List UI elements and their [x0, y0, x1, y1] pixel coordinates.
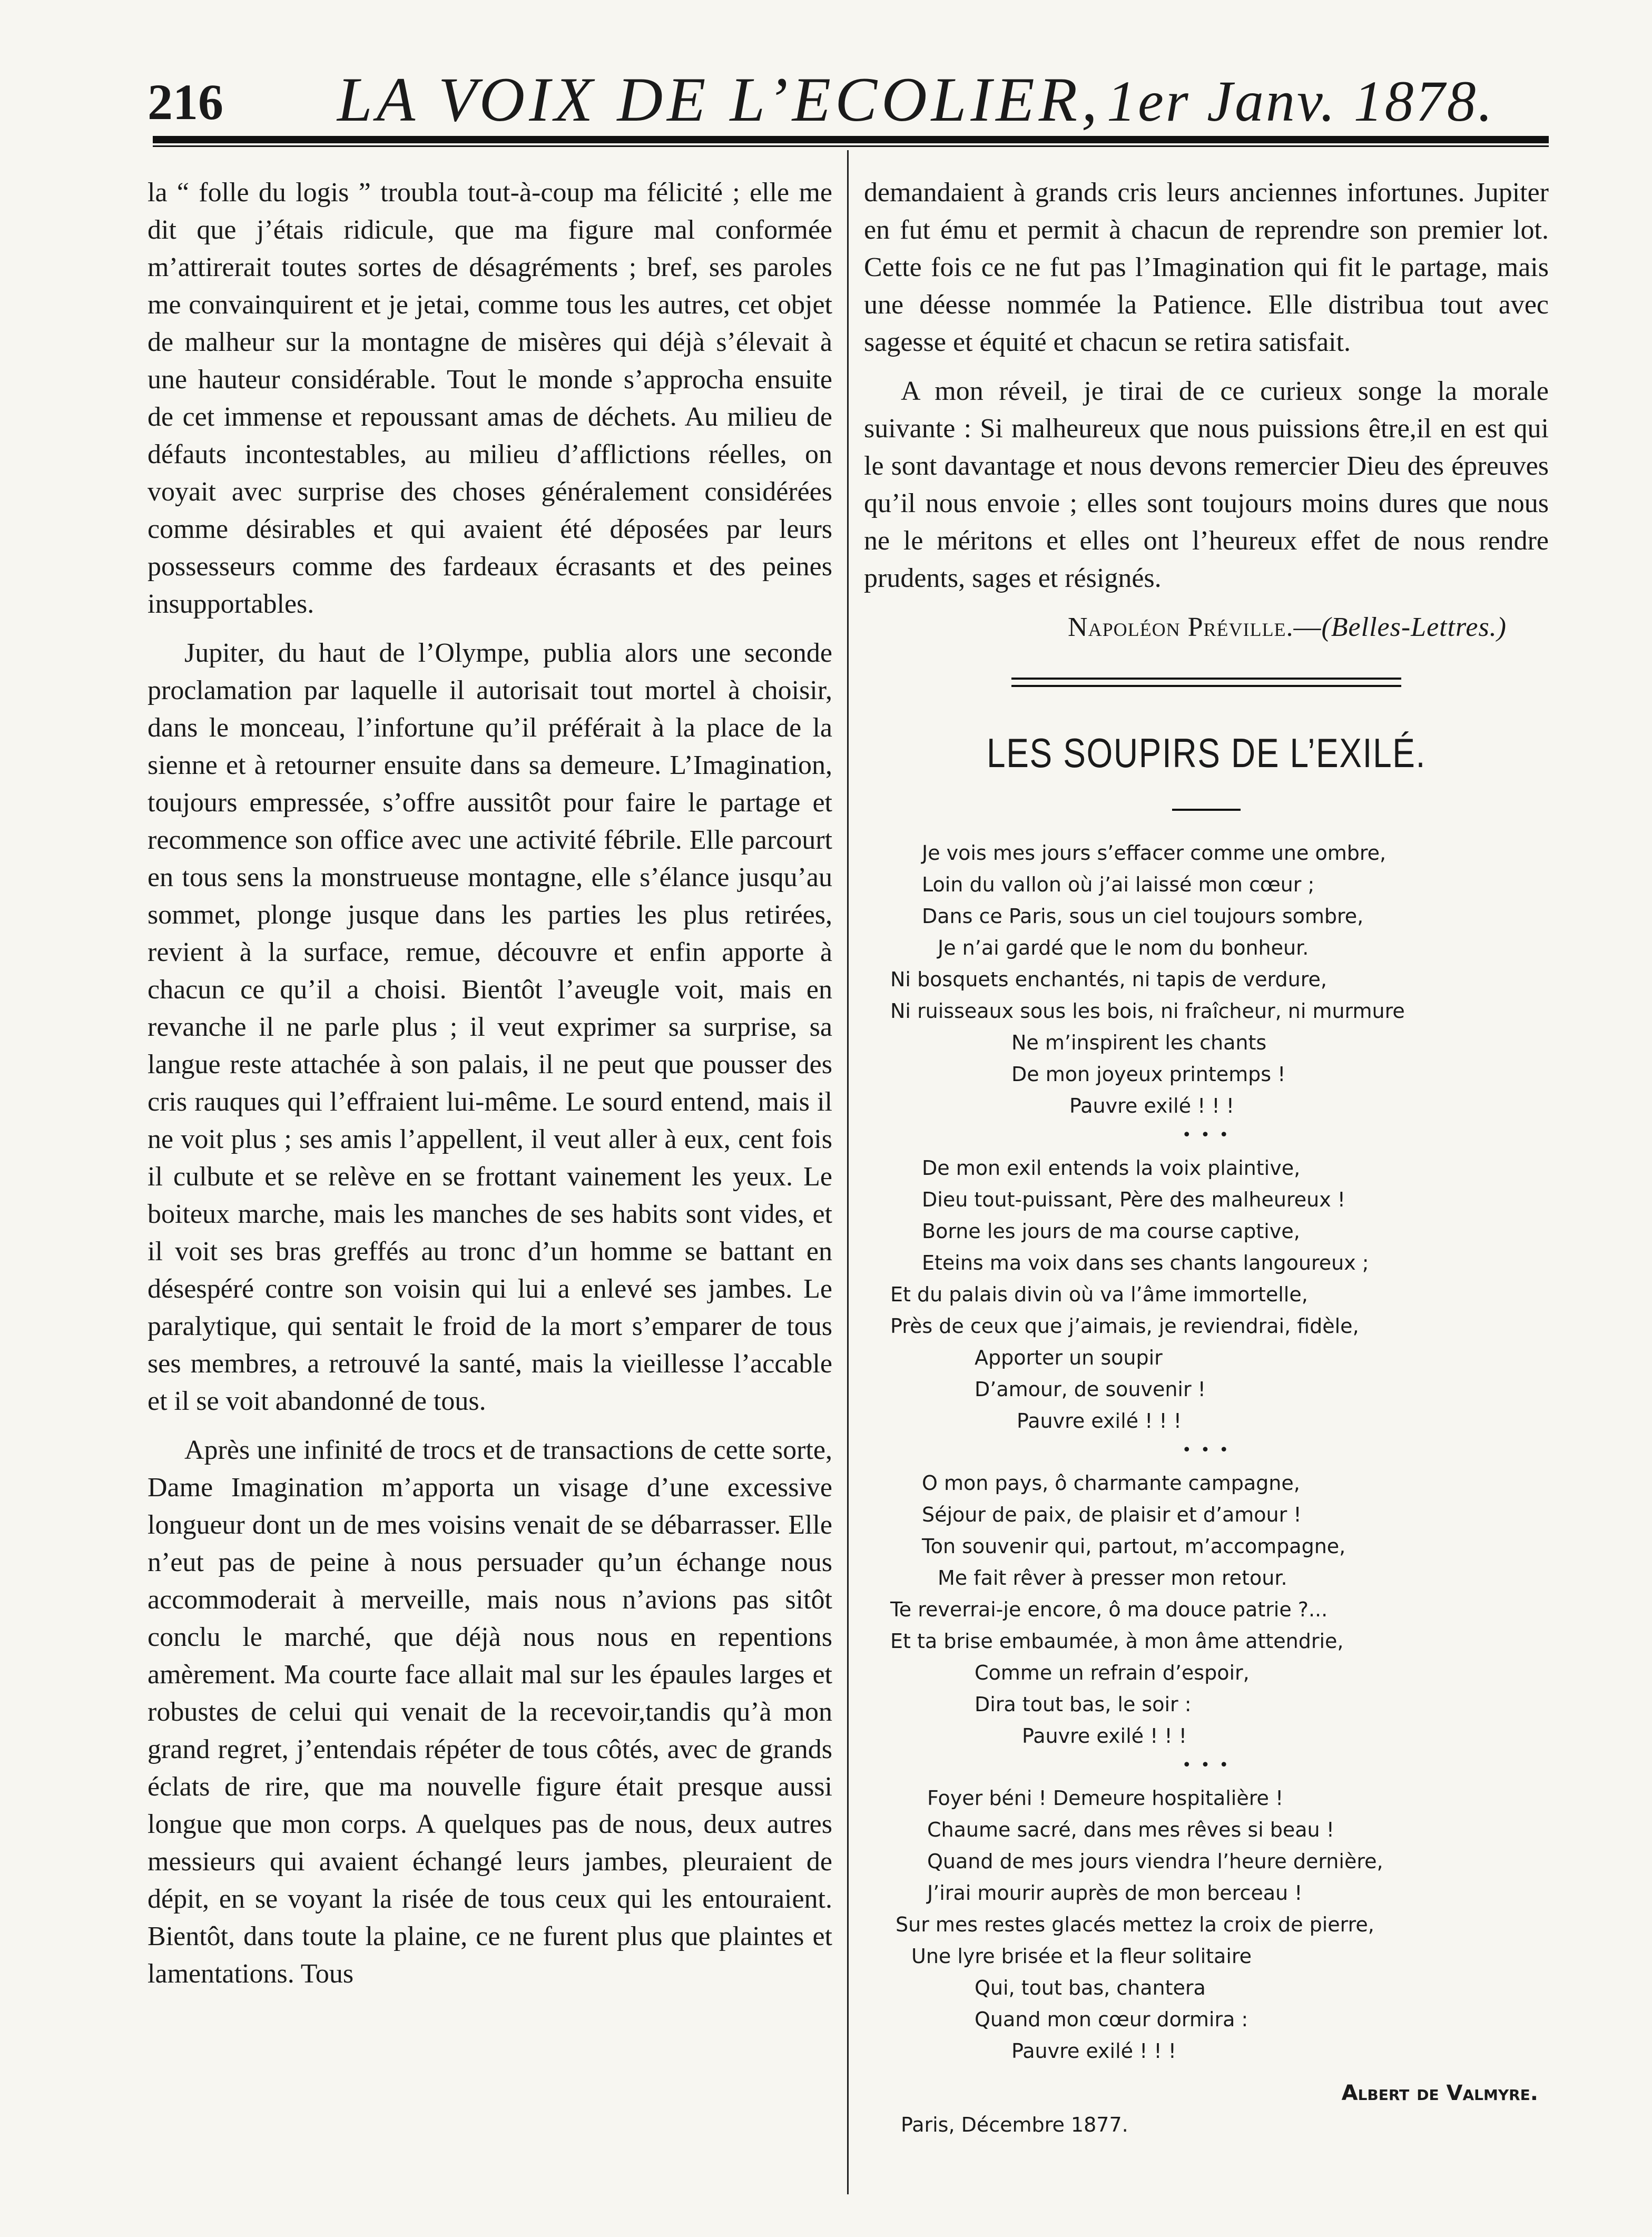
verse-line: Je n’ai gardé que le nom du bonheur. [938, 936, 1309, 959]
poem-signature: Albert de Valmyre. [1341, 2081, 1538, 2105]
page-number: 216 [148, 74, 223, 130]
paragraph: A mon réveil, je tirai de ce curieux songe la morale suivante : Si malheureux que nous puissions être,il en est qui le sont davantage et nous devons remercier Dieu des épreuves qu’il nous envoie ; elles sont toujours moins dures que nous ne le méritons et elles ont l’heureux effet de nous rendre prudents, sages et résignés. [864, 376, 1549, 593]
stanza-ornament: • • • [1182, 1126, 1231, 1144]
verse-line: Dans ce Paris, sous un ciel toujours sombre, [922, 905, 1364, 928]
verse-line: Ni bosquets enchantés, ni tapis de verdure, [890, 968, 1327, 991]
stanza [864, 1782, 1549, 2067]
stanza-ornament: • • • [1182, 1756, 1231, 1774]
verse-line: Près de ceux que j’aimais, je reviendrai, fidèle, [890, 1314, 1359, 1338]
stanza [864, 1467, 1549, 1752]
verse-line: Foyer béni ! Demeure hospitalière ! [927, 1787, 1284, 1810]
left-column [148, 174, 832, 2004]
column-divider [847, 150, 849, 2194]
verse-line: Apporter un soupir [975, 1346, 1163, 1369]
poem-title: LES SOUPIRS DE L’EXILÉ. [986, 730, 1426, 776]
verse-line: Loin du vallon où j’ai laissé mon cœur ; [922, 873, 1315, 896]
verse-line: Séjour de paix, de plaisir et d’amour ! [922, 1503, 1302, 1526]
verse-line: Comme un refrain d’espoir, [975, 1661, 1250, 1684]
section-separator [1011, 678, 1401, 687]
verse-line: Quand de mes jours viendra l’heure dernière, [927, 1850, 1383, 1873]
page-header [148, 63, 1549, 142]
section-label: (Belles-Lettres.) [1321, 612, 1507, 642]
title-rule [1172, 809, 1241, 811]
paragraph: la “ folle du logis ” troubla tout-à-coup ma félicité ; elle me dit que j’étais ridicule, que ma figure mal conformée m’attirerait toutes sortes de désagréments ; bref, ses paroles me convainquirent et je jetai, comme tous les autres, cet objet de malheur sur la montagne de misères qui déjà s’élevait à une hauteur considérable. Tout le monde s’approcha ensuite de cet immense et repoussant amas de déchets. Au milieu de défauts incontestables, au milieu d’afflictions réelles, on voyait avec surprise des choses généralement considérées comme désirables et qui avaient été déposées par leurs possesseurs comme des fardeaux écrasants et des peines insupportables. [148, 178, 832, 619]
verse-line: Je vois mes jours s’effacer comme une ombre, [922, 841, 1386, 865]
stanza-ornament: • • • [1182, 1441, 1231, 1459]
verse-line: Dieu tout-puissant, Père des malheureux ! [922, 1188, 1346, 1211]
verse-line: Te reverrai-je encore, ô ma douce patrie ?... [890, 1598, 1328, 1621]
verse-line: Ni ruisseaux sous les bois, ni fraîcheur, ni murmure [890, 999, 1405, 1023]
stanza [864, 1152, 1549, 1437]
verse-line: Et du palais divin où va l’âme immortelle, [890, 1283, 1308, 1306]
masthead [337, 63, 1494, 136]
verse-line: Pauvre exilé ! ! ! [1017, 1409, 1182, 1433]
verse-line: Et ta brise embaumée, à mon âme attendrie, [890, 1630, 1344, 1653]
verse-line: Pauvre exilé ! ! ! [1022, 1724, 1187, 1748]
verse-line: Pauvre exilé ! ! ! [1069, 1094, 1234, 1117]
verse-line: Sur mes restes glacés mettez la croix de pierre, [896, 1913, 1374, 1936]
paragraph: Jupiter, du haut de l’Olympe, publia alors une seconde proclamation par laquelle il autorisait tout mortel à choisir, dans le monceau, l’infortune qu’il préférait à la place de la sienne et à retourner ensuite dans sa demeure. L’Imagination, toujours empressée, s’offre aussitôt pour faire le partage et recommence son office avec une activité fébrile. Elle parcourt en tous sens la monstrueuse montagne, elle s’élance jusqu’au sommet, plonge jusque dans les parties les plus retirées, revient à la surface, remue, découvre et enfin apporte à chacun ce qu’il a choisi. Bientôt l’aveugle voit, mais en revanche il ne parle plus ; il veut exprimer sa surprise, sa langue reste attachée à son palais, il ne peut que pousser des cris rauques qui l’effraient lui-même. Le sourd entend, mais il ne voit plus ; ses amis l’appellent, il veut aller à eux, cent fois il culbute et se relève en se frottant vainement les yeux. Le boiteux marche, mais les manches de ses habits sont vides, et il voit ses bras greffés au tronc d’un homme se battant en désespéré contre son voisin qui lui a enlevé ses jambes. Le paralytique, qui sentait le froid de la mort s’emparer de tous ses membres, a retrouvé la santé, mais la vieillesse l’accable et il se voit abandonné de tous. [148, 638, 832, 1416]
verse-line: D’amour, de souvenir ! [975, 1378, 1206, 1401]
poem [864, 837, 1549, 2141]
verse-line: Pauvre exilé ! ! ! [1011, 2039, 1176, 2063]
verse-line: Quand mon cœur dormira : [975, 2008, 1248, 2031]
issue-date: 1er Janv. 1878. [1107, 69, 1495, 133]
masthead-title: LA VOIX DE L’ECOLIER, [337, 64, 1102, 134]
verse-line: De mon joyeux printemps ! [1011, 1063, 1286, 1086]
verse-line: Une lyre brisée et la fleur solitaire [911, 1945, 1252, 1968]
verse-line: Borne les jours de ma course captive, [922, 1220, 1300, 1243]
author-name: Napoléon Préville.— [1068, 612, 1322, 642]
verse-line: Dira tout bas, le soir : [975, 1693, 1192, 1716]
verse-line: Eteins ma voix dans ses chants langoureux ; [922, 1251, 1369, 1274]
verse-line: Me fait rêver à presser mon retour. [938, 1566, 1287, 1590]
verse-line: Ne m’inspirent les chants [1011, 1031, 1267, 1054]
right-column [864, 174, 1549, 2141]
verse-line: Chaume sacré, dans mes rêves si beau ! [927, 1818, 1334, 1841]
verse-line: Ton souvenir qui, partout, m’accompagne, [922, 1535, 1346, 1558]
verse-line: J’irai mourir auprès de mon berceau ! [927, 1881, 1303, 1905]
verse-line: Qui, tout bas, chantera [975, 1976, 1206, 1999]
header-rule-thin [153, 145, 1549, 147]
poem-place-date: Paris, Décembre 1877. [901, 2113, 1128, 2136]
verse-line: De mon exil entends la voix plaintive, [922, 1156, 1301, 1180]
article-signature [864, 609, 1549, 646]
paragraph: demandaient à grands cris leurs anciennes infortunes. Jupiter en fut ému et permit à chacun de reprendre son premier lot. Cette fois ce ne fut pas l’Imagination qui fit le partage, mais une déesse nommée la Patience. Elle distribua tout avec sagesse et équité et chacun se retira satisfait. [864, 178, 1549, 357]
paragraph: Après une infinité de trocs et de transactions de cette sorte, Dame Imagination m’apporta un visage d’une excessive longueur dont un de mes voisins venait de se débarrasser. Elle n’eut pas de peine à nous persuader qu’un échange nous accommoderait à merveille, mais nous n’avions pas sitôt conclu le marché, que déjà nous nous en repentions amèrement. Ma courte face allait mal sur les épaules larges et robustes de celui qui venait de la recevoir,tandis qu’à mon grand regret, j’entendais répéter de tous côtés, avec de grands éclats de rire, que ma nouvelle figure était presque aussi longue que mon corps. A quelques pas de nous, deux autres messieurs qui avaient échangé leurs jambes, pleuraient de dépit, en se voyant la risée de tous ceux qui les entouraient. Bientôt, dans toute la plaine, ce ne furent plus que plaintes et lamentations. Tous [148, 1435, 832, 1989]
header-rule-thick [153, 136, 1549, 143]
stanza [864, 837, 1549, 1122]
verse-line: O mon pays, ô charmante campagne, [922, 1471, 1300, 1495]
